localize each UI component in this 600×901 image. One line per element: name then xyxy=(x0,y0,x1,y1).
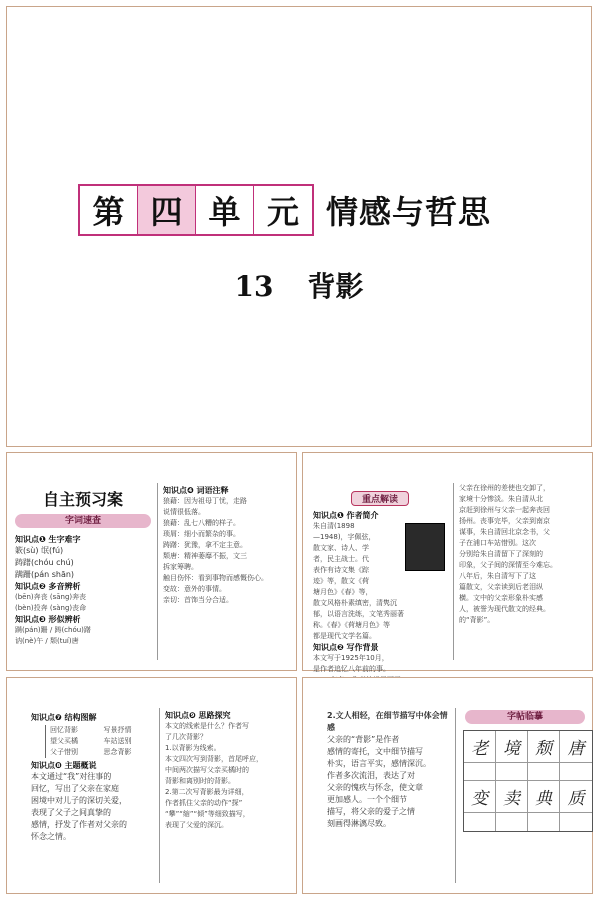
kp1-line: 簌(sù) 氓(fú) xyxy=(15,546,64,555)
right-column xyxy=(165,710,291,831)
text-line: 拆家筹聘。 xyxy=(163,563,198,571)
text-line: 背影和离别时的背影。 xyxy=(165,777,235,785)
text-line: 表作有诗文集《踪 xyxy=(313,566,369,574)
text-line: 表现了父爱的深沉。 xyxy=(165,821,228,829)
lesson-number: 13 xyxy=(234,270,274,303)
text-line: 分别给朱自清留下了深刻的 xyxy=(459,550,543,558)
text-line: 家境十分惨淡。朱自清从北 xyxy=(459,495,543,503)
text-line: 称。《春》《荷塘月色》等 xyxy=(313,621,390,629)
diagram-node: 望父买橘 xyxy=(50,737,78,745)
text-line: 朱自清(1898 xyxy=(313,522,355,530)
text-line: 作者多次流泪，表达了对 xyxy=(327,771,415,780)
text-line: 迹》等，散文《荷 xyxy=(313,577,369,585)
left-column xyxy=(31,712,153,843)
text-line: 怀念之情。 xyxy=(31,832,71,841)
unit-char-4: 元 xyxy=(266,193,299,231)
grid-row-blank xyxy=(464,813,592,831)
grid-char: 老 xyxy=(464,731,496,763)
text-line: 郁，以语言洗练，文笔秀丽著 xyxy=(313,610,404,618)
text-line: 子在浦口车站惜别。这次 xyxy=(459,539,536,547)
text-line: 说情很低落。 xyxy=(163,508,205,516)
grid-row-blank xyxy=(464,763,592,781)
text-line: 朴实，语言平实，感情深沉。 xyxy=(327,759,431,768)
tag-row xyxy=(313,487,447,506)
kp1-line: 踌躇(chóu chú) xyxy=(15,558,74,567)
grid-blank xyxy=(496,813,528,831)
lesson-title-row xyxy=(7,265,591,305)
diagram-node: 思念背影 xyxy=(103,748,132,756)
kp1-heading: 知识点❶ 生字难字 xyxy=(15,535,81,544)
diagram-node: 写景抒情 xyxy=(103,726,132,734)
slide-preview-4[interactable] xyxy=(302,677,593,894)
kp3-line: 讷(nè)午 / 颓(tuí)唐 xyxy=(15,637,79,645)
kp7-heading: 知识点❼ 结构图解 xyxy=(31,713,97,722)
copybook-grid xyxy=(463,730,593,832)
text-line: 回忆，写出了父亲在家庭 xyxy=(31,784,119,793)
text-line: 本文写于1925年10月， xyxy=(313,654,389,662)
text-line: 了几次背影？ xyxy=(165,733,207,741)
grid-blank xyxy=(496,763,528,781)
right-column xyxy=(163,485,291,606)
kp3-heading: 知识点❸ 形似辨析 xyxy=(15,615,81,624)
text-line: 作者抓住父亲的动作“探” xyxy=(165,799,243,807)
text-line: 琐屑：细小而繁杂的事。 xyxy=(163,530,240,538)
text-line: 触目伤怀：看到事物而感慨伤心。 xyxy=(163,574,268,582)
diagram-node: 父子惜别 xyxy=(50,748,78,756)
text-line: 狼藉：乱七八糟的样子。 xyxy=(163,519,240,527)
grid-char: 质 xyxy=(560,781,592,813)
right-column xyxy=(465,706,585,730)
grid-char: 变 xyxy=(464,781,496,813)
grid-blank xyxy=(464,763,496,781)
text-line: 1.以背影为线索。 xyxy=(165,744,221,752)
text-line: 父亲在徐州的差使也交卸了， xyxy=(459,484,550,492)
text-line: 颓唐：精神萎靡不振，文三 xyxy=(163,552,247,560)
text-line: “攀”“缩”“倾”等细致描写， xyxy=(165,810,250,818)
text-line: 狼藉：因为祖母丁忧，走路 xyxy=(163,497,247,505)
text-line: 2.第二次写背影最为详细， xyxy=(165,788,249,796)
text-line: 的“背影”。 xyxy=(459,616,495,624)
kp2-heading: 知识点❷ 多音辨析 xyxy=(15,582,81,591)
column-divider xyxy=(157,483,158,660)
ribbon-label: 字词速查 xyxy=(15,514,151,528)
slide-preview-3[interactable] xyxy=(6,677,297,894)
structure-diagram xyxy=(45,725,153,758)
slide-preview-2[interactable] xyxy=(302,452,593,671)
kp3-line: 蹒(pán)跚 / 踌(chóu)躇 xyxy=(15,626,91,634)
slide-preview-1[interactable] xyxy=(6,452,297,671)
text-line: 亲切：首饰当分合适。 xyxy=(163,596,233,604)
text-line: 人，被誉为现代散文的经典。 xyxy=(459,605,550,613)
section-heading: 2.文人相轻，在细节描写中体会情感 xyxy=(327,711,448,732)
text-line: 者，民主战士。代 xyxy=(313,555,369,563)
left-column xyxy=(327,710,453,830)
text-line: 横。文中的父亲形象朴实感 xyxy=(459,594,543,602)
grid-blank xyxy=(528,813,560,831)
grid-blank xyxy=(560,813,592,831)
ribbon-label: 字帖临摹 xyxy=(465,710,585,724)
unit-subtitle: 情感与哲思 xyxy=(326,193,492,231)
text-line: 刻画得淋漓尽致。 xyxy=(327,819,391,828)
text-line: 父亲的“背影”是作者 xyxy=(327,735,400,744)
kp1-line: 蹒跚(pán shān) xyxy=(15,570,75,579)
grid-char: 唐 xyxy=(560,731,592,763)
text-line: 篇散文，父亲读到后老泪纵 xyxy=(459,583,543,591)
grid-blank xyxy=(528,763,560,781)
text-line: 困境中对儿子的深切关爱， xyxy=(31,796,127,805)
kp9-heading: 知识点❾ 思路探究 xyxy=(165,711,231,720)
grid-row xyxy=(464,731,592,763)
author-portrait xyxy=(405,523,445,571)
text-line: 八年后，朱自清写下了这 xyxy=(459,572,536,580)
unit-heading xyxy=(78,184,491,236)
text-line: 描写，将父亲的爱子之情 xyxy=(327,807,415,816)
left-column xyxy=(15,487,151,647)
column-divider xyxy=(159,708,160,883)
unit-char-3: 单 xyxy=(196,186,254,234)
text-line: 中间两次描写父亲买橘时的 xyxy=(165,766,249,774)
text-line: 本文四次写到背影，首尾呼应， xyxy=(165,755,263,763)
grid-char: 卖 xyxy=(496,781,528,813)
text-line: 父亲的愧疚与怀念，使文章 xyxy=(327,783,423,792)
text-line: 更加感人。一个个细节 xyxy=(327,795,407,804)
text-line: 感情的寄托，文中细节描写 xyxy=(327,747,423,756)
grid-blank xyxy=(464,813,496,831)
grid-char: 颓 xyxy=(528,731,560,763)
text-line: 散文风格朴素缜密，清隽沉 xyxy=(313,599,397,607)
text-line: 印象，父子间的深情至今难忘。 xyxy=(459,561,557,569)
left-column xyxy=(313,487,447,686)
kp2-heading: 知识点❷ 写作背景 xyxy=(313,643,379,652)
text-line: 感情，抒发了作者对父亲的 xyxy=(31,820,127,829)
right-column xyxy=(459,483,587,626)
column-divider xyxy=(453,483,454,660)
kp4-heading: 知识点❹ 词语注释 xyxy=(163,486,229,495)
slide-title: 自主预习案 xyxy=(42,490,123,509)
kp2-line: (bèn)投奔 (sàng)丧命 xyxy=(15,604,87,612)
kp8-heading: 知识点❽ 主题概说 xyxy=(31,761,97,770)
unit-label-box xyxy=(78,184,314,236)
text-line: 本文的线索是什么？作者写 xyxy=(165,722,249,730)
intro-block xyxy=(313,521,447,642)
text-line: 踌躇：犹豫，拿不定主意。 xyxy=(163,541,247,549)
unit-char-2: 四 xyxy=(138,186,196,234)
kp2-line: (bēn)奔丧 (sāng)奔丧 xyxy=(15,593,87,601)
text-line: 是作者追忆八年前的事。 xyxy=(313,665,390,673)
grid-char: 境 xyxy=(496,731,528,763)
text-line: 京赶到徐州与父亲一起奔丧回 xyxy=(459,506,550,514)
column-divider xyxy=(455,708,456,883)
lesson-title: 背影 xyxy=(307,270,364,303)
title-slide[interactable] xyxy=(6,6,592,447)
text-line: 都是现代文学名篇。 xyxy=(313,632,376,640)
diagram-node: 回忆背影 xyxy=(50,726,78,734)
grid-char: 典 xyxy=(528,781,560,813)
text-line: 变故：意外的事情。 xyxy=(163,585,226,593)
diagram-node: 车站送别 xyxy=(103,737,132,745)
kp1-heading: 知识点❶ 作者简介 xyxy=(313,511,379,520)
text-line: 本文通过“我”对往事的 xyxy=(31,772,112,781)
text-line: 谋事，朱自清回北京念书，父 xyxy=(459,528,550,536)
section-tag: 重点解读 xyxy=(351,491,409,506)
text-line: 表现了父子之间真挚的 xyxy=(31,808,111,817)
text-line: 散文家、诗人、学 xyxy=(313,544,369,552)
text-line: 塘月色》《春》等， xyxy=(313,588,373,596)
text-line: 扬州。丧事完毕，父亲到南京 xyxy=(459,517,550,525)
grid-row xyxy=(464,781,592,813)
unit-char-1: 第 xyxy=(80,186,138,234)
grid-blank xyxy=(560,763,592,781)
text-line: —1948)，字佩弦， xyxy=(313,533,376,541)
